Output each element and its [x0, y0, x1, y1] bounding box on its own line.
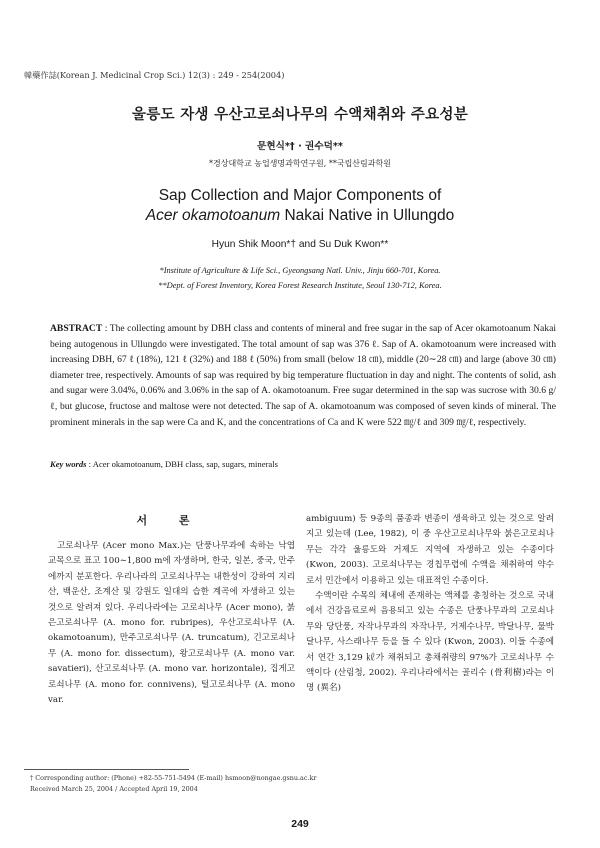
page-number: 249: [291, 818, 309, 830]
right-column-paragraph-2: 수액이란 수목의 체내에 존재하는 액체를 총칭하는 것으로 국내에서 건강음료로써 음용되고 있는 수종은 단풍나무과의 고로쇠나무와 당단풍, 자작나무과의 자작나무, 거제수나무, 박달나무, 물박달나무, 사스래나무 등을 들 수 있다 (Kwon, 2003). 이들 수종에서 연간 3,129 ㎘가 채취되고 총채취량의 97%가 고로쇠나무 수액이다 (산림청, 2002). 우리나라에서는 골리수 (骨利樹)라는 이명 (異名): [306, 591, 554, 694]
abstract-text: : The collecting amount by DBH class and contents of mineral and free sugar in the sap of Acer okamotoanum Nakai being autogenous in Ullungdo were investigated. The total amount of sap was 376 ℓ. Sap of A. okamotoanum were increased with increasing DBH, 67 ℓ (18%), 121 ℓ (32%) and 188 ℓ (50%) from small (below 18 ㎝), middle (20∼28 ㎝) and large (above 30 ㎝) diameter tree, respectively. Amounts of sap was required by big temperature fluctuation in day and night. The contents of solid, ash and sugar were 3.04%, 0.06% and 3.06% in the sap of A. okamotoanum. Free sugar determined in the sap was sucrose with 30.6 g/ℓ, but glucose, fructose and maltose were not detected. The sap of A. okamotoanum was composed of seven kinds of mineral. The prominent minerals in the sap were Ca and K, and the concentrations of Ca and K were 522 ㎎/ℓ and 309 ㎎/ℓ, respectively.: [50, 323, 556, 428]
english-title-line2: [0, 206, 600, 226]
english-title-line1: Sap Collection and Major Components of: [158, 187, 442, 204]
journal-header: 韓藥作誌(Korean J. Medicinal Crop Sci.) 12(3) : 249 - 254(2004): [24, 70, 285, 80]
english-authors: Hyun Shik Moon*† and Su Duk Kwon**: [211, 239, 389, 250]
english-affiliation-2: **Dept. of Forest Inventory, Korea Forest Research Institute, Seoul 130-712, Korea.: [158, 281, 442, 290]
footnote-divider: [24, 769, 189, 770]
abstract-label: ABSTRACT: [50, 323, 103, 334]
korean-affiliation: *경상대학교 농업생명과학연구원, **국립산림과학원: [209, 159, 391, 168]
keywords-text: : Acer okamotoanum, DBH class, sap, sugars, minerals: [86, 459, 278, 469]
english-title-rest: Nakai Native in Ullungdo: [280, 207, 455, 224]
keywords: [50, 459, 556, 469]
right-column-paragraph-1: ambiguum) 등 9종의 품종과 변종이 생육하고 있는 것으로 알려지고 있는데 (Lee, 1982), 이 중 우산고로쇠나무와 붉은고로쇠나무는 각각 울릉도와 거제도 지역에 자생하고 있는 수종이다 (Kwon, 2003). 고로쇠나무는 경칩무렵에 수액을 채취하여 약수로서 민간에서 이용하고 있는 대표적인 수종이다.: [306, 514, 554, 586]
english-title-species: Acer okamotoanum: [145, 207, 281, 224]
right-column: [306, 512, 554, 697]
abstract: [50, 321, 556, 430]
korean-authors: 문현식*† · 권수덕**: [257, 141, 343, 152]
received-date-footnote: Received March 25, 2004 / Accepted April 19, 2004: [30, 785, 198, 793]
left-column-text: 고로쇠나무 (Acer mono Max.)는 단풍나무과에 속하는 낙엽교목으로 표고 100∼1,800 m에 자생하며, 한국, 일본, 중국, 만주에까지 분포한다. 우리나라의 고로쇠나무는 내한성이 강하여 지리산, 백운산, 조계산 및 강원도 일대의 습한 계곡에 자생하고 있는 것으로 알려져 있다. 우리나라에는 고로쇠나무 (Acer mono), 붉은고로쇠나무 (A. mono for. rubripes), 우산고로쇠나무 (A. okamotoanum), 만주고로쇠나무 (A. truncatum), 긴고로쇠나무 (A. mono for. dissectum), 왕고로쇠나무 (A. mono var. savatieri), 산고로쇠나무 (A. mono var. horizontale), 집게고로쇠나무 (A. mono for. connivens), 털고로쇠나무 (A. mono var.: [48, 541, 295, 706]
section-title: 서 론: [136, 514, 204, 527]
english-title: [0, 186, 600, 226]
corresponding-author-footnote: † Corresponding author: (Phone) +82-55-751-5494 (E-mail) hsmoon@nongae.gsnu.ac.kr: [30, 774, 317, 782]
keywords-label: Key words: [50, 459, 87, 469]
korean-title: 울릉도 자생 우산고로쇠나무의 수액채취와 주요성분: [131, 107, 469, 123]
english-affiliation-1: *Institute of Agriculture & Life Sci., Gyeongsang Natl. Univ., Jinju 660-701, Korea.: [159, 266, 441, 275]
